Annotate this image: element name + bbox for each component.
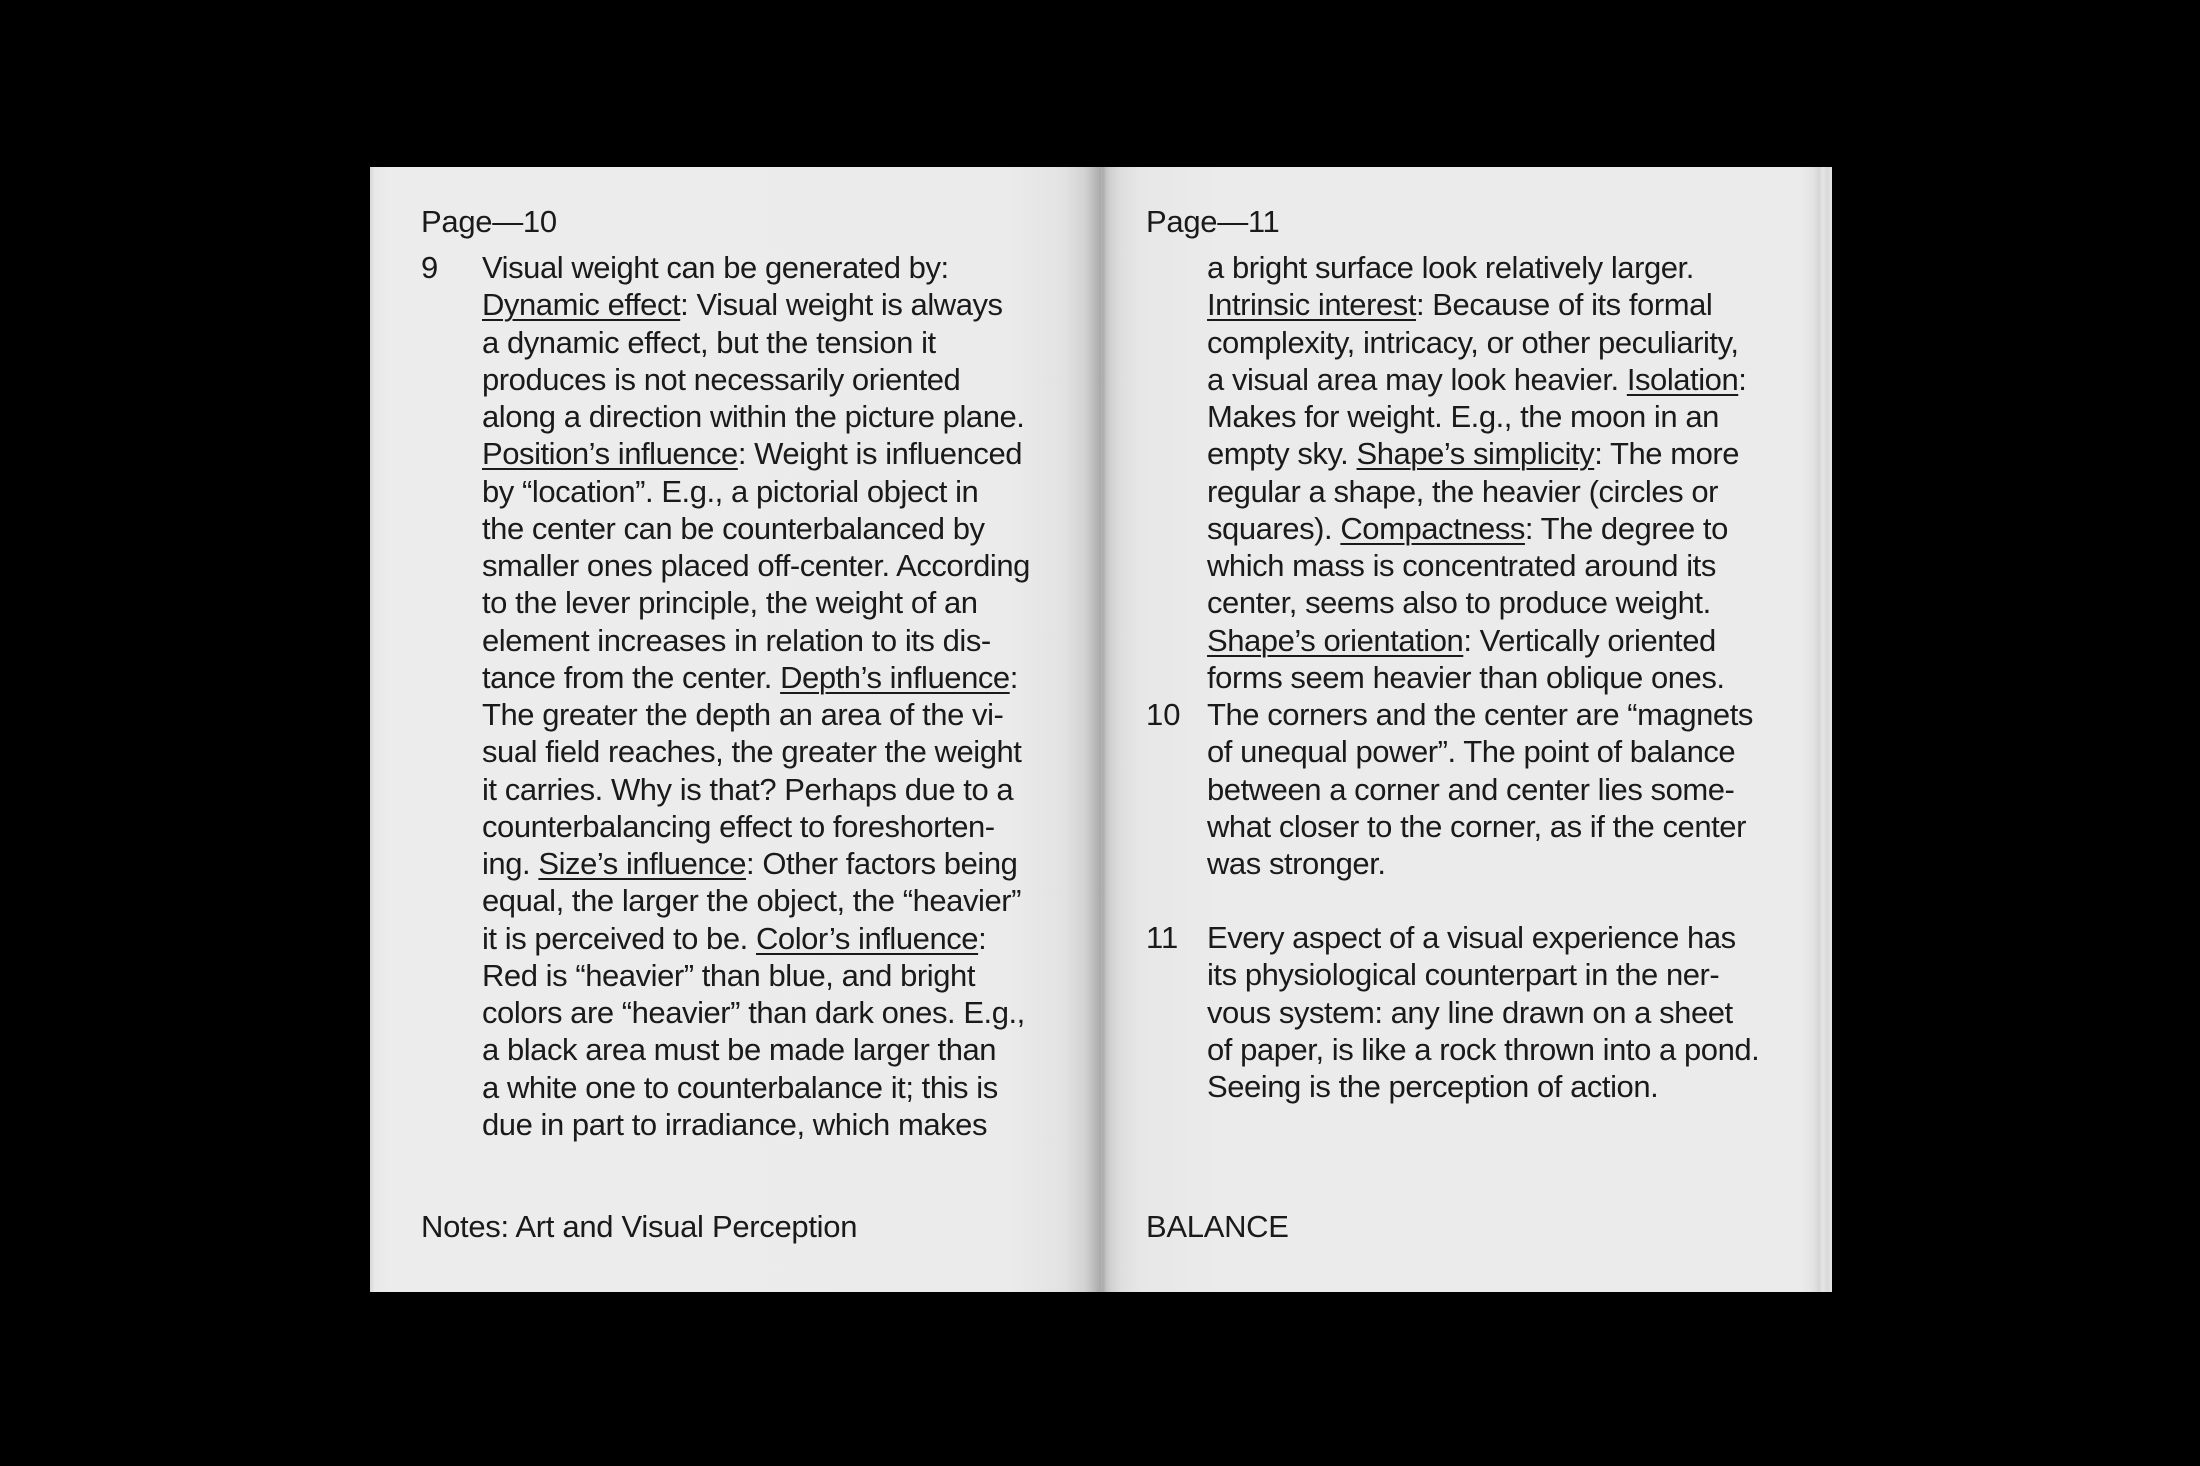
underlined-term: Color’s influence xyxy=(755,920,979,956)
text-segment: due in part to irradiance, which makes xyxy=(482,1106,987,1142)
open-booklet xyxy=(370,167,1832,1292)
entry-body xyxy=(1207,249,1746,696)
text-segment: a white one to counterbalance it; this is xyxy=(482,1069,998,1105)
entry-body xyxy=(482,249,1030,1143)
underlined-term: Dynamic effect xyxy=(482,287,681,323)
text-segment: smaller ones placed off-center. According xyxy=(482,548,1030,583)
text-line xyxy=(1207,398,1746,435)
text-line xyxy=(482,286,1030,323)
underlined-term: Shape’s simplicity xyxy=(1356,436,1595,472)
entry-number: 9 xyxy=(421,250,439,285)
text-segment: by “location”. E.g., a pictorial object in xyxy=(482,473,979,509)
text-line xyxy=(1207,845,1753,882)
text-segment: Makes for weight. E.g., the moon in an xyxy=(1207,399,1719,434)
text-line xyxy=(482,845,1030,882)
left-page xyxy=(370,167,1101,1292)
text-segment: : Vertically oriented xyxy=(1463,622,1716,658)
text-segment: counterbalancing effect to foreshorten- xyxy=(482,808,995,844)
entry-number: 10 xyxy=(1146,697,1181,732)
text-segment: empty sky. xyxy=(1207,436,1357,472)
text-segment: The corners and the center are “magnets xyxy=(1207,697,1753,732)
entry-body xyxy=(1207,919,1759,1105)
text-segment: : The degree to xyxy=(1524,510,1728,546)
page-number-left: Page—10 xyxy=(421,204,557,239)
text-segment: was stronger. xyxy=(1207,846,1386,881)
text-segment: of unequal power”. The point of balance xyxy=(1207,734,1736,770)
text-segment: a bright surface look relatively larger. xyxy=(1207,250,1694,285)
text-segment: a visual area may look heavier. xyxy=(1207,361,1627,397)
text-line xyxy=(1207,249,1746,286)
text-segment: tance from the center. xyxy=(482,659,781,695)
text-segment: a dynamic effect, but the tension it xyxy=(482,324,936,360)
text-segment: The greater the depth an area of the vi- xyxy=(482,697,1004,732)
text-segment: it is perceived to be. xyxy=(482,920,756,956)
underlined-term: Depth’s influence xyxy=(780,659,1010,695)
text-line xyxy=(1207,994,1759,1031)
text-line xyxy=(482,324,1030,361)
text-segment: element increases in relation to its dis- xyxy=(482,622,991,658)
text-segment: the center can be counterbalanced by xyxy=(482,510,985,546)
underlined-term: Intrinsic interest xyxy=(1207,287,1416,323)
text-line xyxy=(482,584,1030,621)
entry-body xyxy=(1207,696,1753,882)
text-line xyxy=(482,398,1030,435)
text-line xyxy=(482,696,1030,733)
text-segment: which mass is concentrated around its xyxy=(1207,548,1716,583)
page-number-right: Page—11 xyxy=(1146,204,1280,239)
right-page xyxy=(1101,167,1832,1292)
entry-number: 11 xyxy=(1146,920,1179,955)
text-segment: : Visual weight is always xyxy=(680,287,1003,323)
text-line xyxy=(1207,435,1746,472)
text-line xyxy=(482,473,1030,510)
text-line xyxy=(1207,622,1746,659)
text-line xyxy=(482,808,1030,845)
text-segment: what closer to the corner, as if the center xyxy=(1207,808,1746,844)
text-segment: Every aspect of a visual experience has xyxy=(1207,920,1736,955)
text-line xyxy=(482,733,1030,770)
text-line xyxy=(482,435,1030,472)
text-line xyxy=(1207,956,1759,993)
text-line xyxy=(482,547,1030,584)
underlined-term: Size’s influence xyxy=(538,846,746,881)
underlined-term: Shape’s orientation xyxy=(1207,622,1464,658)
underlined-term: Isolation xyxy=(1626,361,1739,397)
text-segment: : Weight is influenced xyxy=(737,436,1023,472)
text-line xyxy=(1207,696,1753,733)
text-segment: to the lever principle, the weight of an xyxy=(482,585,978,621)
text-line xyxy=(482,771,1030,808)
text-line xyxy=(1207,1031,1759,1068)
text-line xyxy=(482,920,1030,957)
text-line xyxy=(482,1106,1030,1143)
text-line xyxy=(1207,808,1753,845)
text-segment: ing. xyxy=(482,846,539,881)
text-segment: : Because of its formal xyxy=(1415,287,1713,323)
text-segment: equal, the larger the object, the “heavier” xyxy=(482,883,1021,919)
text-segment: forms seem heavier than oblique ones. xyxy=(1207,659,1725,695)
text-segment: vous system: any line drawn on a sheet xyxy=(1207,994,1733,1030)
text-segment: its physiological counterpart in the ner- xyxy=(1207,957,1720,993)
text-line xyxy=(1207,324,1746,361)
running-footer-right: BALANCE xyxy=(1146,1209,1289,1244)
text-line xyxy=(482,510,1030,547)
running-footer-left: Notes: Art and Visual Perception xyxy=(421,1209,858,1244)
text-line xyxy=(1207,286,1746,323)
text-segment: between a corner and center lies some- xyxy=(1207,771,1735,807)
text-line xyxy=(1207,1068,1759,1105)
text-segment: Seeing is the perception of action. xyxy=(1207,1069,1659,1104)
text-line xyxy=(482,622,1030,659)
text-line xyxy=(482,957,1030,994)
text-segment: : Other factors being xyxy=(746,846,1018,881)
text-segment: along a direction within the picture plane. xyxy=(482,399,1025,434)
underlined-term: Position’s influence xyxy=(482,436,738,472)
text-segment: of paper, is like a rock thrown into a pond. xyxy=(1207,1031,1760,1067)
text-segment: center, seems also to produce weight. xyxy=(1207,585,1711,621)
text-segment: Red is “heavier” than blue, and bright xyxy=(482,957,975,993)
text-segment: produces is not necessarily oriented xyxy=(482,361,961,397)
text-line xyxy=(482,361,1030,398)
text-line xyxy=(1207,510,1746,547)
text-segment: : The more xyxy=(1594,436,1740,472)
text-segment: colors are “heavier” than dark ones. E.g., xyxy=(482,995,1025,1030)
text-segment: it carries. Why is that? Perhaps due to a xyxy=(482,771,1014,807)
text-line xyxy=(482,1069,1030,1106)
text-segment: : xyxy=(1009,659,1018,695)
text-line xyxy=(1207,733,1753,770)
text-line xyxy=(482,1031,1030,1068)
text-line xyxy=(1207,473,1746,510)
text-line xyxy=(1207,584,1746,621)
text-line xyxy=(1207,361,1746,398)
text-segment: squares). xyxy=(1207,510,1341,546)
text-segment: : xyxy=(978,920,987,956)
text-segment: a black area must be made larger than xyxy=(482,1032,997,1068)
text-segment: Visual weight can be generated by: xyxy=(482,250,949,285)
text-line xyxy=(1207,771,1753,808)
text-line xyxy=(482,249,1030,286)
text-line xyxy=(1207,547,1746,584)
text-line xyxy=(1207,659,1746,696)
text-line xyxy=(482,882,1030,919)
text-segment: regular a shape, the heavier (circles or xyxy=(1207,473,1718,509)
text-line xyxy=(1207,919,1759,956)
underlined-term: Compactness xyxy=(1340,510,1525,546)
text-line xyxy=(482,659,1030,696)
text-line xyxy=(482,994,1030,1031)
text-segment: complexity, intricacy, or other peculiarity, xyxy=(1207,324,1739,360)
text-segment: sual field reaches, the greater the weight xyxy=(482,734,1022,770)
text-segment: : xyxy=(1738,361,1747,397)
